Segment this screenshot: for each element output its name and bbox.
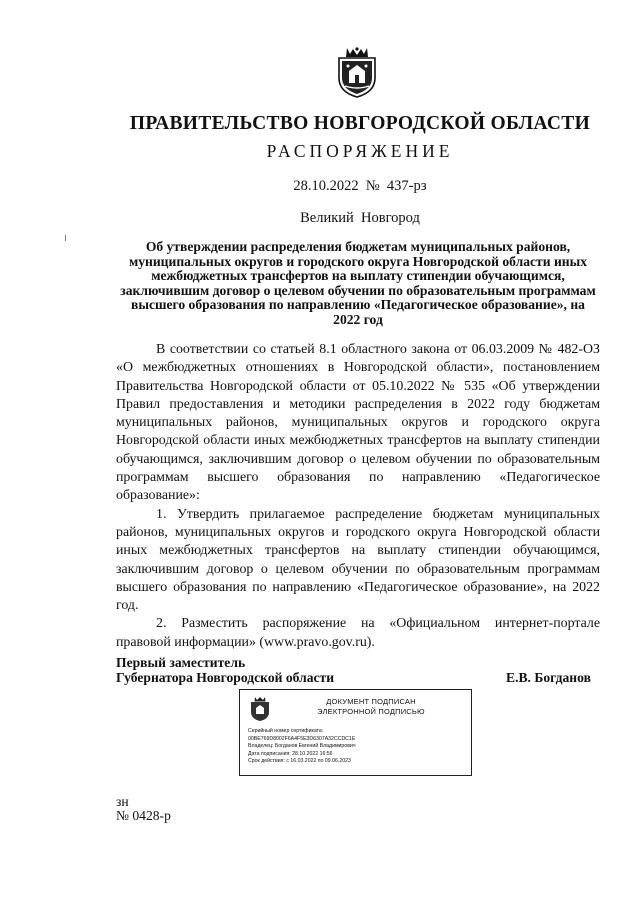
stamp-certificate-info	[248, 728, 468, 766]
coat-of-arms-emblem	[335, 46, 379, 98]
document-title: Об утверждении распределения бюджетам муниципальных районов, муниципальных округов и городского округа Новгородской области иных межбюджетных трансфертов на выплату стипендии обучающимся, заключившим договор о целевом обучении по образовательным программам высшего образования по направлению «Педагогическое образование», на 2022 год	[120, 239, 596, 327]
body-paragraph-item-1: 1. Утвердить прилагаемое распределение бюджетам муниципальных районов, муниципальных округов и городского округа Новгородской области иных межбюджетных трансфертов на выплату стипендии обучающимся, заключившим договор о целевом обучении по образовательным программам высшего образования по направлению «Педагогическое образование», на 2022 год.	[116, 506, 600, 614]
stamp-validity: Срок действия: с 16.03.2022 по 09.06.2023	[248, 758, 351, 765]
signatory-position	[116, 655, 334, 685]
document-body	[116, 341, 600, 652]
body-paragraph-item-2: 2. Разместить распоряжение на «Официальном интернет-портале правовой информации» (www.pravo.gov.ru).	[116, 616, 600, 650]
document-type	[0, 141, 640, 162]
stamp-heading-line-2: ЭЛЕКТРОННОЙ ПОДПИСЬЮ	[317, 706, 425, 716]
stamp-owner: Владелец: Богданов Евгений Владимирович	[248, 743, 356, 750]
body-paragraph-preamble: В соответствии со статьей 8.1 областного закона от 06.03.2009 № 482-ОЗ «О межбюджетных отношениях в Новгородской области», постановлением Правительства Новгородской области от 05.10.2022 № 535 «Об утверждении Правил предоставления и методики распределения в 2022 году бюджетам муниципальных районов, муниципальных округов и городского округа Новгородской области иных межбюджетных трансфертов на выплату стипендии обучающимся, заключившим договор о целевом обучении по образовательным программам высшего образования по направлению «Педагогическое образование»:	[116, 342, 600, 504]
document-type-text: РАСПОРЯЖЕНИЕ	[266, 141, 454, 161]
stamp-signed-date: Дата подписания: 28.10.2022 16:56	[248, 750, 333, 757]
city	[0, 210, 640, 227]
electronic-signature-stamp	[239, 689, 472, 776]
signatory-position-line-1: Первый заместитель	[116, 655, 246, 670]
date-and-number-text: 28.10.2022 № 437-рз	[293, 178, 427, 194]
document-code-line-1: зн	[116, 794, 129, 809]
government-name	[0, 113, 640, 135]
stamp-emblem-icon	[249, 696, 271, 722]
signatory-name: Е.В. Богданов	[506, 670, 591, 685]
government-name-text: ПРАВИТЕЛЬСТВО НОВГОРОДСКОЙ ОБЛАСТИ	[129, 113, 591, 134]
city-text: Великий Новгород	[300, 210, 420, 226]
date-and-number	[0, 178, 640, 195]
stamp-certificate-number: 00BE769D8002F6A4F5E3D6307A32CCDC1E	[248, 735, 356, 742]
stamp-certificate-label: Серийный номер сертификата:	[248, 728, 324, 734]
signatory-position-line-2: Губернатора Новгородской области	[116, 670, 335, 685]
margin-mark	[65, 235, 66, 241]
document-code-line-2: № 0428-р	[116, 808, 171, 823]
document-code	[116, 795, 171, 823]
stamp-heading	[276, 697, 466, 716]
stamp-heading-line-1: ДОКУМЕНТ ПОДПИСАН	[326, 697, 416, 706]
